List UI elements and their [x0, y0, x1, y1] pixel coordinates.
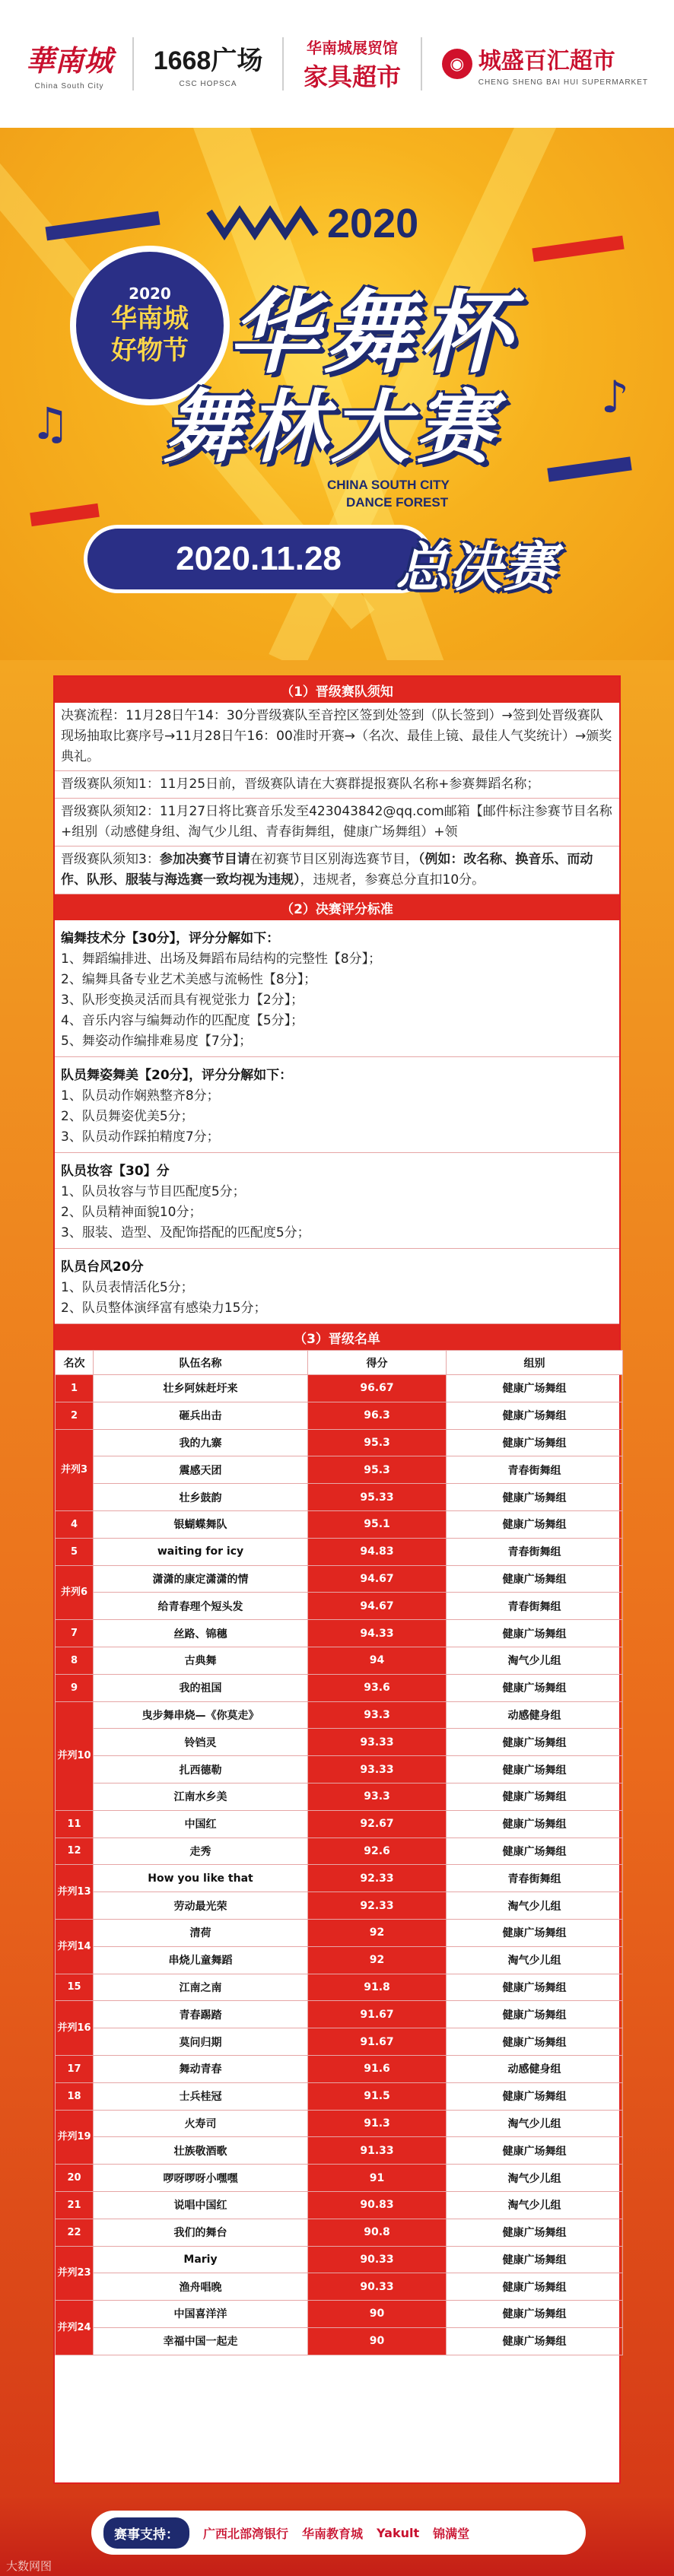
score-cell: 91.67	[308, 2001, 447, 2028]
group-cell: 健康广场舞组	[447, 2327, 623, 2355]
group-cell: 淘气少儿组	[447, 2110, 623, 2137]
hero-title-line2: 舞林大赛	[164, 381, 499, 474]
table-row	[56, 1456, 623, 1484]
criteria-item: 1、舞蹈编排进、出场及舞蹈布局结构的完整性【8分】；	[61, 951, 382, 967]
team-name-cell: 我的祖国	[94, 1674, 308, 1701]
group-cell: 健康广场舞组	[447, 1974, 623, 2001]
ranking-table	[55, 1350, 623, 2355]
watermark: 大数网图	[6, 2559, 52, 2573]
team-name-cell: 丝路、锦穗	[94, 1620, 308, 1647]
score-cell: 96.67	[308, 1375, 447, 1402]
rank-cell: 4	[56, 1510, 94, 1538]
table-row	[56, 1865, 623, 1892]
group-cell: 健康广场舞组	[447, 1402, 623, 1429]
team-name-cell: 扎西德勒	[94, 1756, 308, 1784]
rank-cell: 7	[56, 1620, 94, 1647]
rank-cell: 15	[56, 1974, 94, 2001]
notice-paragraph: 晋级赛队须知2：11月27日将比赛音乐发至423043842@qq.com邮箱【邮件标注参赛节目名称+组别（动感健身组、淘气少儿组、青春街舞组，健康广场舞组）+领	[55, 799, 619, 846]
criteria-item: 3、队形变换灵活而具有视觉张力【2分】；	[61, 993, 304, 1008]
team-name-cell: 舞动青春	[94, 2055, 308, 2082]
rank-cell: 18	[56, 2082, 94, 2110]
rank-cell: 2	[56, 1402, 94, 1429]
team-name-cell: 劳动最光荣	[94, 1892, 308, 1920]
huananchang-logo: 華南城 China South City	[26, 43, 113, 91]
score-cell: 93.6	[308, 1674, 447, 1701]
score-cell: 93.3	[308, 1783, 447, 1810]
team-name-cell: 中国喜洋洋	[94, 2301, 308, 2328]
table-row	[56, 2055, 623, 2082]
score-cell: 90.33	[308, 2273, 447, 2301]
event-logo-mark-icon	[205, 204, 320, 242]
event-date: 2020.11.28	[176, 540, 342, 577]
criteria-list	[55, 920, 619, 1324]
team-name-cell: 清荷	[94, 1919, 308, 1946]
group-cell: 青春街舞组	[447, 1456, 623, 1484]
team-name-cell: 士兵桂冠	[94, 2082, 308, 2110]
table-row	[56, 2110, 623, 2137]
score-cell: 92.33	[308, 1892, 447, 1920]
group-cell: 健康广场舞组	[447, 1919, 623, 1946]
group-cell: 淘气少儿组	[447, 1892, 623, 1920]
criteria-block	[55, 1249, 619, 1324]
sponsor-logo-strip	[0, 0, 674, 128]
team-name-cell: 银蝴蝶舞队	[94, 1510, 308, 1538]
rank-cell: 9	[56, 1674, 94, 1701]
hero-year: 2020	[327, 201, 419, 246]
group-cell: 健康广场舞组	[447, 1565, 623, 1593]
criteria-title: 队员舞姿舞美【20分】，评分分解如下：	[61, 1068, 293, 1083]
group-cell: 动感健身组	[447, 2055, 623, 2082]
score-cell: 95.33	[308, 1484, 447, 1511]
team-name-cell: waiting for icy	[94, 1538, 308, 1565]
group-cell: 健康广场舞组	[447, 1620, 623, 1647]
event-stage-label: 总决赛	[396, 536, 555, 599]
team-name-cell: 我的九寨	[94, 1429, 308, 1456]
event-date-pill	[84, 525, 434, 593]
criteria-block	[55, 920, 619, 1057]
score-cell: 91.8	[308, 1974, 447, 2001]
team-name-cell: 走秀	[94, 1838, 308, 1865]
team-name-cell: 砸兵出击	[94, 1402, 308, 1429]
table-row	[56, 2246, 623, 2273]
document-background	[0, 660, 674, 2495]
rank-cell: 17	[56, 2055, 94, 2082]
table-row	[56, 1647, 623, 1674]
column-header-score: 得分	[308, 1351, 447, 1375]
score-cell: 92	[308, 1946, 447, 1974]
team-name-cell: 壮乡鼓韵	[94, 1484, 308, 1511]
group-cell: 健康广场舞组	[447, 1375, 623, 1402]
rank-cell: 并列6	[56, 1565, 94, 1620]
decor-stripe	[547, 456, 631, 481]
criteria-item: 3、服装、造型、及配饰搭配的匹配度5分；	[61, 1225, 310, 1240]
score-cell: 91.33	[308, 2137, 447, 2165]
criteria-item: 5、舞姿动作编排难易度【7分】；	[61, 1034, 253, 1049]
group-cell: 淘气少儿组	[447, 2165, 623, 2192]
group-cell: 青春街舞组	[447, 1593, 623, 1620]
score-cell: 91.3	[308, 2110, 447, 2137]
table-row	[56, 1565, 623, 1593]
score-cell: 94	[308, 1647, 447, 1674]
group-cell: 健康广场舞组	[447, 1756, 623, 1784]
footer	[0, 2495, 674, 2576]
table-row	[56, 1429, 623, 1456]
team-name-cell: 江南水乡美	[94, 1783, 308, 1810]
hero-english-line1: CHINA SOUTH CITY	[327, 478, 450, 492]
score-cell: 91.67	[308, 2028, 447, 2056]
criteria-title: 队员台风20分	[61, 1259, 144, 1275]
team-name-cell: 幸福中国一起走	[94, 2327, 308, 2355]
music-note-icon: ♫	[30, 398, 70, 449]
score-cell: 92.33	[308, 1865, 447, 1892]
table-row	[56, 1729, 623, 1756]
column-header-rank: 名次	[56, 1351, 94, 1375]
rank-cell: 并列3	[56, 1429, 94, 1510]
rank-cell: 8	[56, 1647, 94, 1674]
team-name-cell: 潇潇的康定潇潇的情	[94, 1565, 308, 1593]
criteria-block	[55, 1057, 619, 1153]
score-cell: 94.67	[308, 1565, 447, 1593]
table-row	[56, 1783, 623, 1810]
score-cell: 92.67	[308, 1810, 447, 1838]
rank-cell: 20	[56, 2165, 94, 2192]
team-name-cell: 给青春理个短头发	[94, 1593, 308, 1620]
score-cell: 94.67	[308, 1593, 447, 1620]
ranking-section-title: （3）晋级名单	[55, 1324, 619, 1350]
column-header-group: 组别	[447, 1351, 623, 1375]
group-cell: 健康广场舞组	[447, 1810, 623, 1838]
ranking-table-body	[56, 1375, 623, 2355]
score-cell: 94.83	[308, 1538, 447, 1565]
group-cell: 动感健身组	[447, 1701, 623, 1729]
team-name-cell: 江南之南	[94, 1974, 308, 2001]
hero-english-line2: DANCE FOREST	[346, 495, 449, 510]
table-row	[56, 1593, 623, 1620]
criteria-item: 1、队员妆容与节目匹配度5分；	[61, 1184, 246, 1199]
group-cell: 淘气少儿组	[447, 1946, 623, 1974]
table-row	[56, 1974, 623, 2001]
festival-badge: 2020 华南城 好物节	[70, 246, 230, 405]
table-row	[56, 1674, 623, 1701]
score-cell: 95.3	[308, 1429, 447, 1456]
column-header-team: 队伍名称	[94, 1351, 308, 1375]
table-row	[56, 1484, 623, 1511]
group-cell: 健康广场舞组	[447, 1838, 623, 1865]
criteria-section-title: （2）决赛评分标准	[55, 894, 619, 920]
score-cell: 91	[308, 2165, 447, 2192]
table-row	[56, 2082, 623, 2110]
criteria-item: 1、队员表情活化5分；	[61, 1280, 194, 1295]
decor-stripe	[532, 236, 624, 262]
sponsor-yakult: Yakult	[377, 2525, 420, 2540]
rank-cell: 21	[56, 2191, 94, 2219]
score-cell: 92.6	[308, 1838, 447, 1865]
score-cell: 95.3	[308, 1456, 447, 1484]
score-cell: 91.6	[308, 2055, 447, 2082]
team-name-cell: 青春踢踏	[94, 2001, 308, 2028]
team-name-cell: 渔舟唱晚	[94, 2273, 308, 2301]
score-cell: 90.83	[308, 2191, 447, 2219]
score-cell: 91.5	[308, 2082, 447, 2110]
table-row	[56, 1892, 623, 1920]
group-cell: 青春街舞组	[447, 1865, 623, 1892]
logo-divider	[132, 37, 134, 91]
criteria-title: 编舞技术分【30分】，评分分解如下：	[61, 931, 280, 946]
score-cell: 94.33	[308, 1620, 447, 1647]
criteria-item: 2、编舞具备专业艺术美感与流畅性【8分】；	[61, 972, 317, 987]
criteria-block	[55, 1153, 619, 1249]
team-name-cell: 古典舞	[94, 1647, 308, 1674]
team-name-cell: 火寿司	[94, 2110, 308, 2137]
team-name-cell: 曳步舞串烧—《你莫走》	[94, 1701, 308, 1729]
criteria-item: 2、队员整体演绎富有感染力15分；	[61, 1301, 267, 1316]
criteria-item: 2、队员舞姿优美5分；	[61, 1109, 194, 1124]
rank-cell: 22	[56, 2219, 94, 2246]
rank-cell: 并列13	[56, 1865, 94, 1920]
group-cell: 健康广场舞组	[447, 2082, 623, 2110]
group-cell: 健康广场舞组	[447, 2219, 623, 2246]
table-row	[56, 1946, 623, 1974]
table-row	[56, 2028, 623, 2056]
group-cell: 健康广场舞组	[447, 2137, 623, 2165]
criteria-title: 队员妆容【30】分	[61, 1164, 170, 1179]
table-row	[56, 2191, 623, 2219]
table-row	[56, 1701, 623, 1729]
decor-stripe	[45, 211, 160, 241]
table-row	[56, 2273, 623, 2301]
hero-title-line1: 华舞杯	[228, 281, 517, 386]
sponsor-label: 赛事支持：	[103, 2517, 189, 2549]
rank-cell: 11	[56, 1810, 94, 1838]
table-header-row	[56, 1351, 623, 1375]
team-name-cell: 莫问归期	[94, 2028, 308, 2056]
table-row	[56, 1838, 623, 1865]
rank-cell: 并列23	[56, 2246, 94, 2301]
chengsheng-supermarket-logo: ◉ 城盛百汇超市 CHENG SHENG BAI HUI SUPERMARKET	[442, 42, 648, 87]
table-row	[56, 1919, 623, 1946]
table-row	[56, 1402, 623, 1429]
table-row	[56, 2301, 623, 2328]
rank-cell: 并列19	[56, 2110, 94, 2165]
group-cell: 青春街舞组	[447, 1538, 623, 1565]
team-name-cell: 铃铛灵	[94, 1729, 308, 1756]
notice-section-title: （1）晋级赛队须知	[55, 677, 619, 703]
score-cell: 90	[308, 2327, 447, 2355]
score-cell: 93.3	[308, 1701, 447, 1729]
group-cell: 健康广场舞组	[447, 2028, 623, 2056]
criteria-item: 1、队员动作娴熟整齐8分；	[61, 1088, 220, 1104]
team-name-cell: 壮乡阿妹赶圩来	[94, 1375, 308, 1402]
logo-divider	[282, 37, 284, 91]
table-row	[56, 2001, 623, 2028]
group-cell: 健康广场舞组	[447, 2001, 623, 2028]
team-name-cell: 震感天团	[94, 1456, 308, 1484]
table-row	[56, 2327, 623, 2355]
sponsor-bank: 广西北部湾银行	[203, 2526, 289, 2541]
group-cell: 健康广场舞组	[447, 2246, 623, 2273]
team-name-cell: 我们的舞台	[94, 2219, 308, 2246]
group-cell: 健康广场舞组	[447, 1510, 623, 1538]
table-row	[56, 1375, 623, 1402]
group-cell: 淘气少儿组	[447, 2191, 623, 2219]
rank-cell: 12	[56, 1838, 94, 1865]
group-cell: 健康广场舞组	[447, 2273, 623, 2301]
criteria-item: 2、队员精神面貌10分；	[61, 1205, 202, 1220]
table-row	[56, 1538, 623, 1565]
rank-cell: 并列16	[56, 2001, 94, 2056]
decor-stripe	[30, 503, 100, 526]
notice-paragraph: 晋级赛队须知3：参加决赛节目请在初赛节目区别海选赛节目，（例如：改名称、换音乐、而动作、队形、服装与海选赛一致均视为违规），违规者，参赛总分直扣10分。	[55, 846, 619, 894]
notice-paragraph: 晋级赛队须知1：11月25日前，晋级赛队请在大赛群提报赛队名称+参赛舞蹈名称；	[55, 771, 619, 799]
team-name-cell: Mariy	[94, 2246, 308, 2273]
sponsor-education-city: 华南教育城	[302, 2526, 364, 2541]
sponsor-bar	[91, 2511, 586, 2555]
table-row	[56, 2137, 623, 2165]
table-row	[56, 1620, 623, 1647]
score-cell: 92	[308, 1919, 447, 1946]
supermarket-badge-icon: ◉	[442, 49, 472, 79]
score-cell: 96.3	[308, 1402, 447, 1429]
rank-cell: 并列14	[56, 1919, 94, 1974]
hero-banner	[0, 128, 674, 660]
notice-paragraph: 决赛流程：11月28日午14：30分晋级赛队至音控区签到处签到（队长签到）→签到处晋级赛队现场抽取比赛序号→11月28日午16：00准时开赛→（名次、最佳上镜、最佳人气奖统计）→颁奖典礼。	[55, 703, 619, 771]
sponsor-jinmantang: 锦满堂	[433, 2526, 470, 2541]
table-row	[56, 1756, 623, 1784]
table-row	[56, 1510, 623, 1538]
score-cell: 93.33	[308, 1756, 447, 1784]
criteria-item: 4、音乐内容与编舞动作的匹配度【5分】；	[61, 1013, 304, 1028]
table-row	[56, 2165, 623, 2192]
score-cell: 90.8	[308, 2219, 447, 2246]
score-cell: 93.33	[308, 1729, 447, 1756]
score-cell: 90.33	[308, 2246, 447, 2273]
table-row	[56, 1810, 623, 1838]
logo-divider	[421, 37, 422, 91]
team-name-cell: 串烧儿童舞蹈	[94, 1946, 308, 1974]
score-cell: 90	[308, 2301, 447, 2328]
criteria-item: 3、队员动作踩拍精度7分；	[61, 1129, 220, 1145]
group-cell: 健康广场舞组	[447, 1783, 623, 1810]
team-name-cell: 啰呀啰呀小嘿嘿	[94, 2165, 308, 2192]
team-name-cell: 中国红	[94, 1810, 308, 1838]
team-name-cell: How you like that	[94, 1865, 308, 1892]
team-name-cell: 说唱中国红	[94, 2191, 308, 2219]
group-cell: 健康广场舞组	[447, 2301, 623, 2328]
group-cell: 健康广场舞组	[447, 1674, 623, 1701]
group-cell: 健康广场舞组	[447, 1729, 623, 1756]
rank-cell: 并列24	[56, 2301, 94, 2355]
rank-cell: 1	[56, 1375, 94, 1402]
document-panel	[53, 675, 621, 2484]
group-cell: 健康广场舞组	[447, 1429, 623, 1456]
plaza-1668-logo: 1668广场 CSC HOPSCA	[153, 46, 263, 88]
music-note-icon: ♪	[601, 371, 630, 423]
furniture-market-logo: 华南城展贸馆 家具超市	[304, 38, 402, 91]
group-cell: 健康广场舞组	[447, 1484, 623, 1511]
rank-cell: 并列10	[56, 1701, 94, 1810]
score-cell: 95.1	[308, 1510, 447, 1538]
table-row	[56, 2219, 623, 2246]
rank-cell: 5	[56, 1538, 94, 1565]
team-name-cell: 壮族敬酒歌	[94, 2137, 308, 2165]
group-cell: 淘气少儿组	[447, 1647, 623, 1674]
